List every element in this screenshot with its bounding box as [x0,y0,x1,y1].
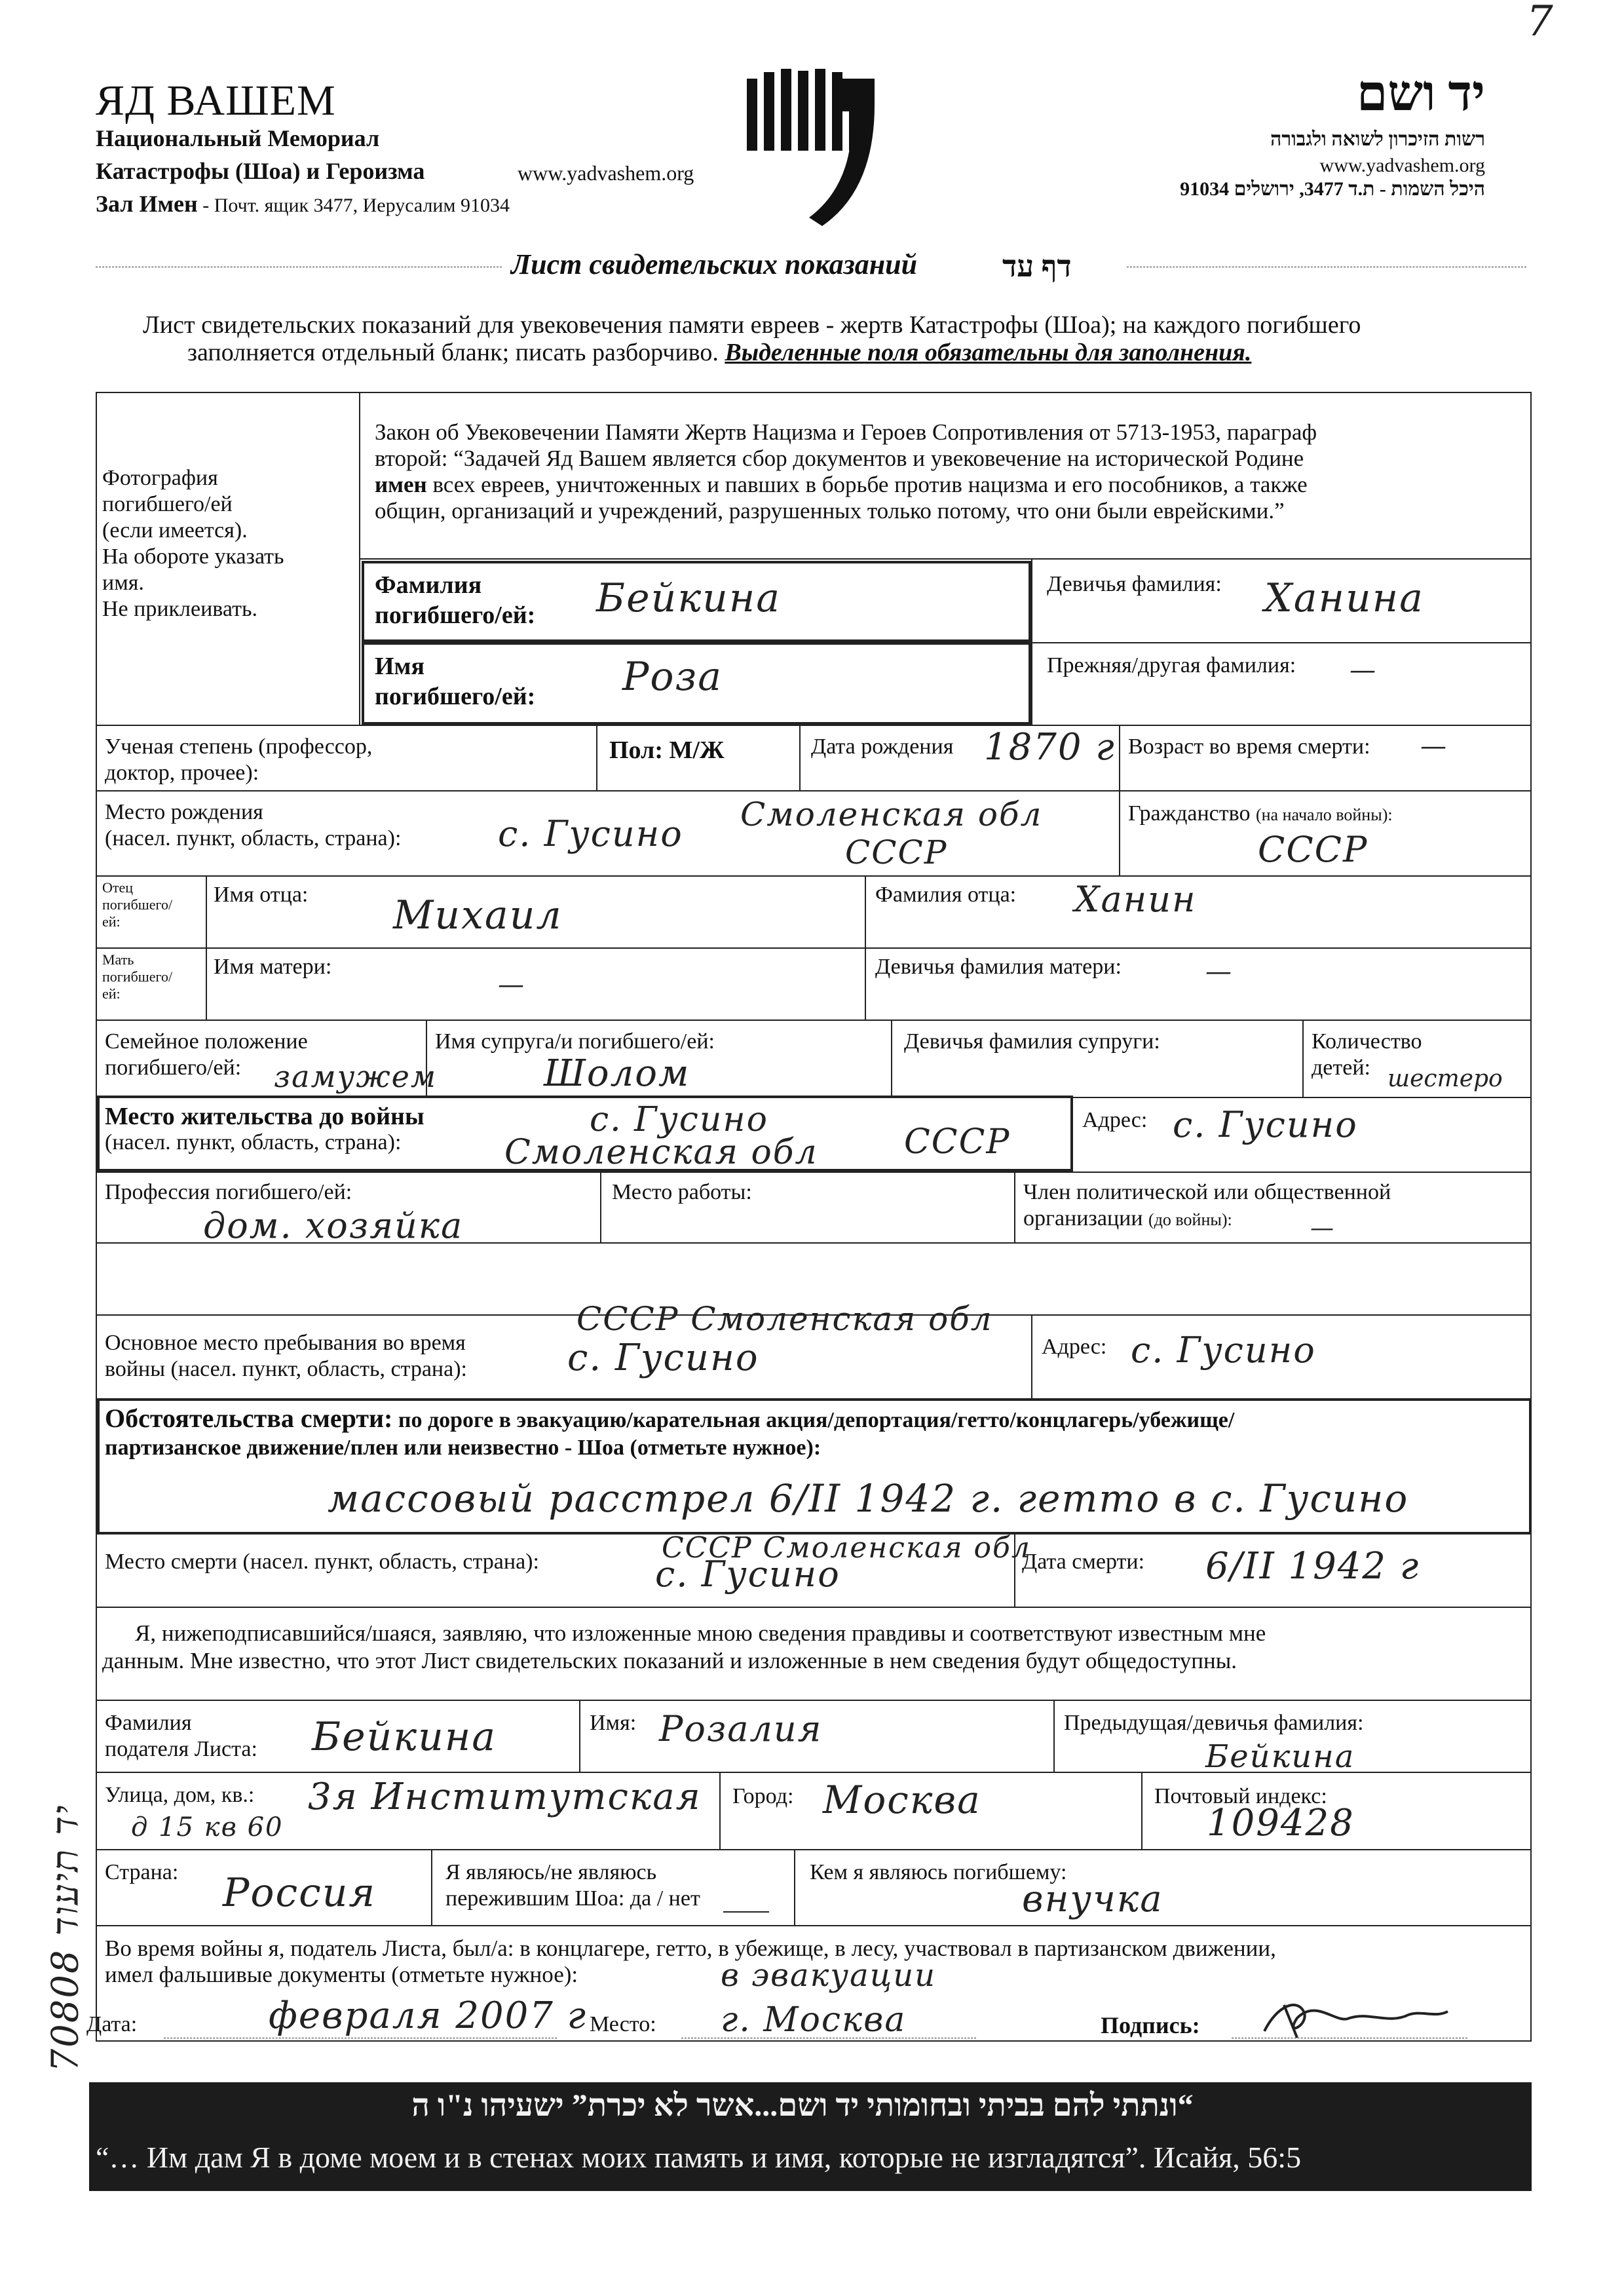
death-circumstances-label [105,1405,1234,1462]
victim-name-value[interactable]: Роза [622,654,723,700]
org-line2: Катастрофы (Шоа) и Героизма [96,158,425,184]
age-value[interactable]: — [1420,731,1448,761]
father-name-label: Имя отца: [214,883,309,907]
sex-label: Пол: М/Ж [609,736,725,764]
place-label: Место: [590,2012,656,2036]
birthplace-label [105,799,401,852]
label-line: Фамилия [375,571,482,599]
rule [96,875,1532,877]
rule [600,1172,601,1242]
death-circumstances-value[interactable]: массовый расстрел 6/II 1942 г. гетто в с. Гусино [328,1476,1409,1521]
photo-note-line: погибшего/ей [102,492,233,516]
label-line: Я являюсь/не являюсь [445,1860,657,1884]
birthplace-country[interactable]: СССР [845,833,948,871]
label-line: погибшего/ей: [375,683,536,710]
form-title-hebrew: דף עד [1002,250,1072,283]
rule [1031,642,1532,643]
rule [596,725,597,790]
footer-russian: “… Им дам Я в доме моем и в стенах моих память и имя, которые не изгладятся”. Исайя, 56:5 [96,2141,1302,2174]
birth-date-label: Дата рождения [811,734,954,759]
form-title: Лист свидетельских показаний [511,248,918,280]
citizenship-value[interactable]: СССР [1258,829,1369,870]
victim-surname-label [375,570,535,630]
citizenship-label-note: (на начало войны): [1255,805,1393,824]
law-text [375,419,1528,524]
residence-address-label: Адрес: [1082,1108,1148,1132]
rule [96,1700,1532,1701]
declaration-line: данным. Мне известно, что этот Лист свидетельских показаний и изложенные в нем сведения будут общедоступны. [102,1648,1237,1673]
rule [96,1772,1532,1773]
member-value[interactable]: — [1310,1215,1335,1242]
survivor-label [445,1859,700,1912]
workplace-label: Место работы: [612,1180,752,1204]
death-date-value[interactable]: 6/II 1942 г [1205,1545,1420,1588]
spouse-name-label: Имя супруга/и погибшего/ей: [435,1029,715,1054]
rule [359,558,1532,560]
label-line: погибшего/ей: [375,601,536,629]
hebrew-line1: רשות הזיכרון לשואה ולגבורה [1270,128,1485,150]
yad-vashem-logo [740,66,891,236]
org-line3-rest: - Почт. ящик 3477, Иерусалим 91034 [197,195,510,216]
label-line [105,1405,1234,1434]
label-line: погибшего/ [102,968,173,985]
rule [1053,1700,1055,1772]
street-label: Улица, дом, кв.: [105,1783,255,1807]
relation-label: Кем я являюсь погибшему: [810,1860,1067,1884]
label-line: доктор, прочее): [105,761,259,785]
mother-maiden-label: Девичья фамилия матери: [875,955,1122,979]
wartime-address-value[interactable]: с. Гусино [1131,1329,1316,1371]
date-value[interactable]: февраля 2007 г [269,1994,587,2037]
birth-date-value[interactable]: 1870 г [984,726,1116,769]
member-label [1023,1179,1391,1233]
submitter-prev-label: Предыдущая/девичья фамилия: [1064,1711,1364,1735]
citizenship-label-text: Гражданство [1128,801,1251,826]
residence-label-rest: (насел. пункт, область, страна): [105,1130,402,1154]
residence-village[interactable]: с. Гусино [590,1100,768,1139]
rule [1119,790,1120,875]
photo-note-line: имя. [102,571,144,595]
label-line: имел фальшивые документы (отметьте нужное): [105,1962,578,1987]
wartime-place-label [105,1330,467,1382]
law-line: общин, организаций и учреждений, разрушенных только потому, что они были еврейскими.” [375,498,1285,524]
label-line: Имя [375,653,425,680]
father-surname-value[interactable]: Ханин [1074,879,1197,920]
photo-note [102,465,284,622]
label-line: детей: [1312,1056,1370,1080]
wartime-submitter-value[interactable]: в эвакуации [721,1957,937,1994]
law-line [375,472,1528,498]
label-line: Основное место пребывания во время [105,1331,466,1355]
hebrew-title: יד ושם [1356,66,1485,121]
birthplace-region[interactable]: Смоленская обл [740,795,1043,833]
street-value[interactable]: 3я Институтская [308,1776,702,1818]
wartime-region[interactable]: СССР Смоленская обл [576,1300,993,1338]
law-line3-rest: всех евреев, уничтоженных и павших в борьбе против нацизма и его пособников, а также [426,472,1308,497]
mother-name-label: Имя матери: [214,955,332,979]
rule [719,1772,721,1849]
city-label: Город: [732,1784,794,1808]
date-label: Дата: [86,2012,138,2036]
residence-address-value[interactable]: с. Гусино [1173,1104,1358,1145]
rule [96,947,1532,949]
photo-note-line: Фотография [102,466,218,490]
signature-mark[interactable] [1258,1992,1454,2044]
intro-line2-plain: заполняется отдельный бланк; писать разборчиво. [187,339,725,366]
law-line: Закон об Увековечении Памяти Жертв Нацизма и Героев Сопротивления от 5713-1953, параграф [375,419,1317,445]
spouse-maiden-label: Девичья фамилия супруги: [904,1029,1160,1054]
label-line [1023,1206,1391,1233]
law-line: второй: “Задачей Яд Вашем является сбор документов и увековечение на исторической Родине [375,446,1304,471]
rule [96,725,1532,726]
submitter-surname-label [105,1710,257,1763]
submitter-name-value[interactable]: Розалия [659,1708,823,1749]
death-place-village[interactable]: с. Гусино [655,1554,840,1595]
label-line: Во время войны я, податель Листа, был/а: в концлагере, гетто, в убежище, в лесу, участвовал в партизанском движении, [105,1935,1276,1961]
citizenship-label [1128,801,1393,828]
rule [96,790,1532,791]
member-label-text: организации [1023,1206,1143,1230]
victim-other-surname-label: Прежняя/другая фамилия: [1047,653,1296,677]
victim-surname-value[interactable]: Бейкина [596,575,782,621]
label-line: Количество [1312,1029,1422,1054]
org-line3-bold: Зал Имен [96,191,198,217]
hebrew-line2: היכל השמות - ת.ד 3477, ירושלים 91034 [1180,178,1485,200]
rule [96,1925,1532,1926]
country-value[interactable]: Россия [223,1870,377,1916]
victim-other-surname-value[interactable]: — [1350,655,1377,685]
rule [1073,1097,1532,1098]
label-line: Отец [102,879,134,896]
circ-label-rest: по дороге в эвакуацию/карательная акция/депортация/гетто/концлагерь/убежище/ [392,1408,1235,1432]
member-label-note: (до войны): [1148,1210,1232,1229]
victim-maiden-value[interactable]: Ханина [1264,575,1424,621]
label-line: ей: [102,913,121,930]
label-line: Семейное положение [105,1029,308,1054]
label-line: подателя Листа: [105,1737,257,1761]
wartime-village[interactable]: с. Гусино [567,1337,759,1379]
survivor-answer-underline [723,1911,769,1913]
rule [96,1849,1532,1850]
label-line: (насел. пункт, область, страна): [105,826,402,850]
label-line: Ученая степень (профессор, [105,734,373,759]
label-line: войны (насел. пункт, область, страна): [105,1357,467,1381]
photo-note-line: На обороте указать [102,544,284,569]
photo-note-line: Не приклеивать. [102,597,257,621]
rule [1302,1020,1304,1097]
footer-hebrew: “ונתתי להם בביתי ובחומותי יד ושם...אשר לא יכרת” ישעיהו נ"ו ה [411,2088,1194,2123]
org-line1: Национальный Мемориал [96,125,380,151]
circ-label-bold: Обстоятельства смерти: [105,1403,393,1433]
father-side-label [102,879,172,930]
submitter-name-label: Имя: [590,1711,637,1735]
rule [1014,1172,1015,1242]
relation-value[interactable]: внучка [1022,1878,1163,1920]
photo-note-line: (если имеется). [102,518,248,543]
rule [579,1700,580,1772]
country-label: Страна: [105,1860,179,1884]
rule [1119,725,1120,790]
intro-line2 [187,338,1251,367]
profession-value[interactable]: дом. хозяйка [203,1205,464,1246]
org-line3 [96,190,510,218]
rule [1031,558,1032,725]
age-label: Возраст во время смерти: [1128,734,1370,759]
spouse-name-value[interactable]: Шолом [544,1052,690,1095]
father-name-value[interactable]: Михаил [393,892,563,938]
death-place-region[interactable]: СССР Смоленская обл [662,1531,1031,1565]
death-date-label: Дата смерти: [1022,1550,1145,1574]
rule [96,1607,1532,1608]
intro-line1: Лист свидетельских показаний для увековечения памяти евреев - жертв Катастрофы (Шоа); на каждого погибшего [143,311,1361,339]
org-title: ЯД ВАШЕМ [96,77,336,124]
rule [1031,1314,1032,1398]
residence-country[interactable]: СССР [904,1122,1011,1162]
org-website: www.yadvashem.org [518,161,694,185]
label-line: Мать [102,951,134,968]
zip-value[interactable]: 109428 [1207,1802,1355,1844]
city-value[interactable]: Москва [823,1778,981,1822]
hebrew-website: www.yadvashem.org [1319,155,1485,176]
rule [431,1849,432,1925]
residence-region[interactable]: Смоленская обл [504,1133,818,1172]
children-value[interactable]: шестеро [1388,1065,1503,1092]
rule [96,1020,1532,1021]
mother-maiden-value[interactable]: — [1205,957,1233,987]
family-status-value[interactable]: замужем [274,1059,437,1094]
label-line: погибшего/ей: [105,1056,242,1080]
corner-mark: 7 [1526,0,1555,46]
declaration-line: Я, нижеподписавшийся/шаяся, заявляю, что изложенные мною сведения правдивы и соответствуют известным мне [135,1620,1266,1646]
wartime-submitter-label [105,1935,1276,1988]
street-value-2[interactable]: д 15 кв 60 [131,1812,284,1842]
rule [794,1849,795,1925]
mother-name-value[interactable]: — [498,970,525,1000]
profession-label: Профессия погибшего/ей: [105,1180,352,1204]
rule [891,1020,892,1097]
rule [96,1242,1532,1244]
victim-name-label [375,651,535,712]
label-line: ей: [102,985,121,1002]
label-line: Место рождения [105,800,263,824]
label-line: Фамилия [105,1711,192,1735]
rule [96,1172,1532,1173]
place-value[interactable]: г. Москва [721,2000,907,2040]
label-line: погибшего/ [102,896,173,913]
label-line: партизанское движение/плен или неизвестно - Шоа (отметьте нужное): [105,1436,821,1460]
residence-label-bold: Место жительства до войны [105,1103,425,1130]
label-line: пережившим Шоа: да / нет [445,1886,700,1911]
father-surname-label: Фамилия отца: [875,883,1017,907]
law-line3-bold: имен [375,472,427,497]
rule [799,725,801,790]
mother-side-label [102,951,172,1002]
side-stamp: יד תיעוד 70808 [44,1804,87,2072]
submitter-surname-value[interactable]: Бейкина [312,1714,497,1760]
wartime-address-label: Адрес: [1042,1335,1107,1359]
signature-label: Подпись: [1101,2012,1200,2038]
intro-required-note: Выделенные поля обязательны для заполнения. [725,339,1252,366]
death-place-label: Место смерти (насел. пункт, область, страна): [105,1550,539,1574]
zip-label: Почтовый индекс: [1154,1784,1327,1808]
rule [1141,1772,1142,1849]
label-line: Член политической или общественной [1023,1180,1391,1204]
residence-label [105,1103,425,1156]
birthplace-village[interactable]: с. Гусино [498,813,683,854]
submitter-prev-value[interactable]: Бейкина [1205,1738,1355,1775]
victim-maiden-label: Девичья фамилия: [1047,572,1222,596]
declaration-text [102,1620,1266,1675]
degree-label [105,734,372,786]
